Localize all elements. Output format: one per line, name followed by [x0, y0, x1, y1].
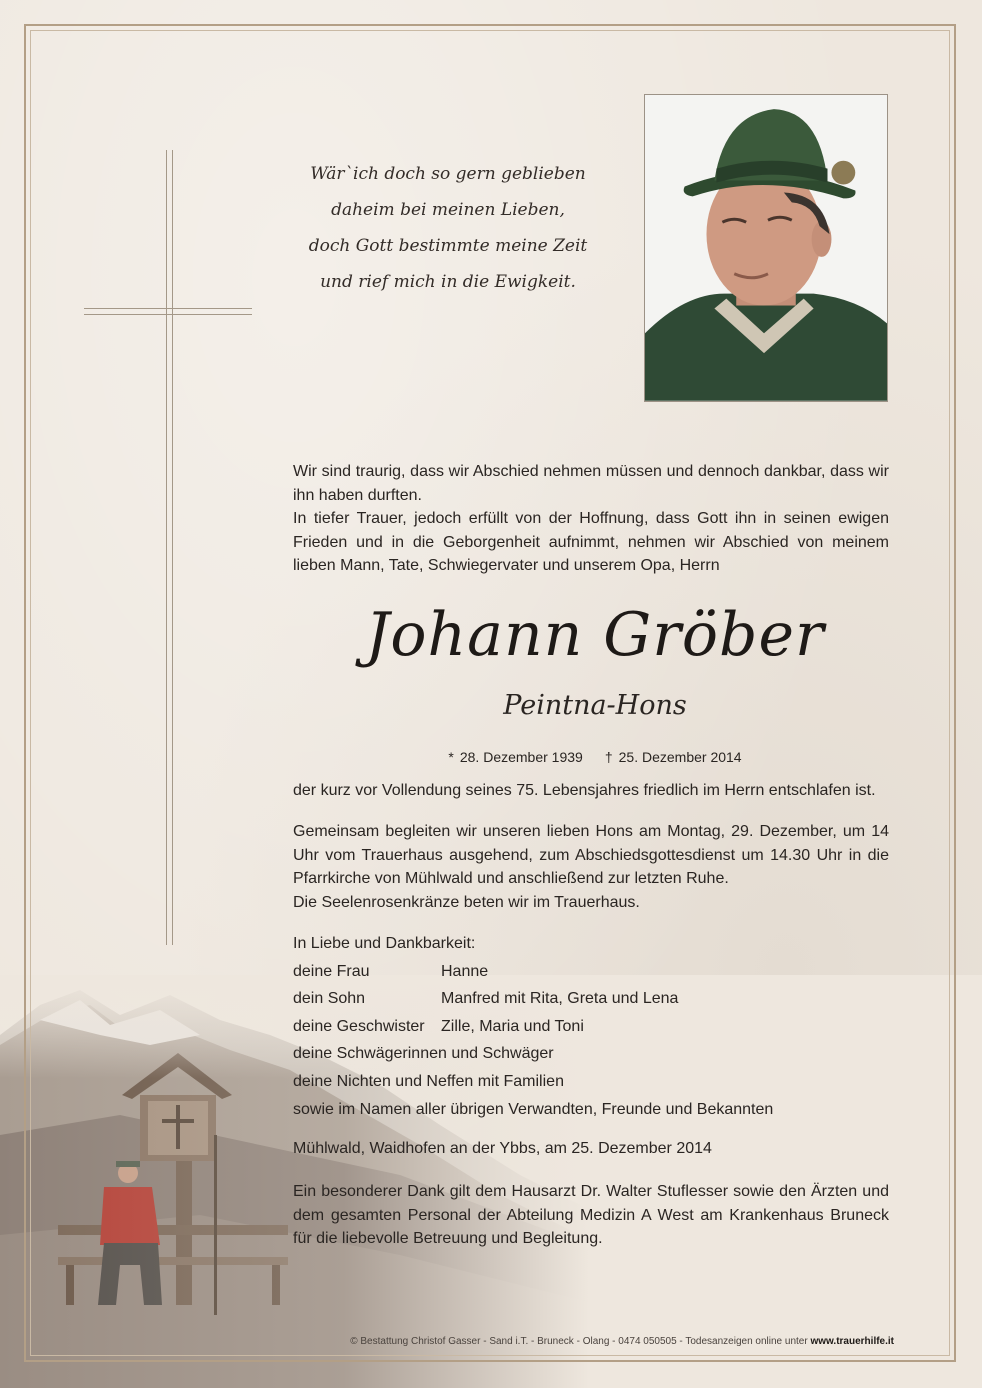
intro-paragraph: Wir sind traurig, dass wir Abschied nehmen müssen und dennoch dankbar, dass wir ihn haben durften.	[293, 463, 889, 504]
deceased-nickname: Peintna-Hons	[503, 690, 687, 721]
funeral-details	[293, 820, 889, 914]
family-row	[293, 1013, 889, 1041]
deceased-name: Johann Gröber	[365, 600, 825, 670]
footer-credit	[290, 1336, 894, 1347]
intro-text	[293, 460, 889, 578]
family-names: Hanne	[441, 962, 489, 980]
death-cross-icon: †	[604, 749, 613, 765]
family-heading: In Liebe und Dankbarkeit:	[293, 935, 476, 952]
poem-line: doch Gott bestimmte meine Zeit	[308, 236, 588, 256]
death-date: 25. Dezember 2014	[618, 749, 742, 765]
birth-date: 28. Dezember 1939	[459, 749, 583, 765]
family-line: sowie im Namen aller übrigen Verwandten, Freunde und Bekannten	[293, 1100, 774, 1118]
family-line: deine Nichten und Neffen mit Familien	[293, 1072, 564, 1090]
family-relation: deine Frau	[293, 962, 370, 980]
funeral-paragraph: Gemeinsam begleiten wir unseren lieben Hons am Montag, 29. Dezember, um 14 Uhr vom Trauerhaus ausgehend, zum Abschiedsgottesdienst um 14.30 Uhr in die Pfarrkirche von Mühlwald und anschließend zur letzten Ruhe.	[293, 823, 889, 887]
family-names: Zille, Maria und Toni	[441, 1017, 584, 1035]
place-date	[293, 1137, 889, 1161]
after-name-text	[293, 779, 889, 803]
family-relation: dein Sohn	[293, 990, 366, 1008]
poem-line: Wär`ich doch so gern geblieben	[310, 164, 586, 184]
family-row	[293, 958, 889, 986]
family-row	[293, 985, 889, 1013]
family-list	[293, 930, 889, 1123]
intro-paragraph: In tiefer Trauer, jedoch erfüllt von der Hoffnung, dass Gott ihn in seinen ewigen Frieden und in die Geborgenheit aufnimmt, nehmen wir Abschied von meinem lieben Mann, Tate, Schwiegervater und unserem Opa, Herrn	[293, 510, 889, 574]
poem-line: und rief mich in die Ewigkeit.	[320, 272, 576, 292]
family-names: Manfred mit Rita, Greta und Lena	[441, 990, 679, 1008]
family-relation: deine Geschwister	[293, 1017, 425, 1035]
thanks-text	[293, 1180, 889, 1251]
thanks-paragraph: Ein besonderer Dank gilt dem Hausarzt Dr. Walter Stuflesser sowie den Ärzten und dem gesamten Personal der Abteilung Medizin A West am Krankenhaus Bruneck für die liebevolle Betreuung und Begleitung.	[293, 1183, 889, 1247]
footer-url: www.trauerhilfe.it	[810, 1336, 894, 1347]
portrait-image	[645, 95, 887, 401]
place-date-line: Mühlwald, Waidhofen an der Ybbs, am 25. Dezember 2014	[293, 1140, 712, 1157]
after-name-line: der kurz vor Vollendung seines 75. Lebensjahres friedlich im Herrn entschlafen ist.	[293, 782, 876, 799]
poem	[298, 156, 598, 300]
life-dates	[300, 749, 890, 765]
portrait-photo	[644, 94, 888, 402]
poem-line: daheim bei meinen Lieben,	[331, 200, 565, 220]
family-line: deine Schwägerinnen und Schwäger	[293, 1045, 554, 1063]
birth-star-icon: *	[448, 749, 454, 765]
footer-text: © Bestattung Christof Gasser - Sand i.T. - Bruneck - Olang - 0474 050505 - Todesanzeigen online unter	[350, 1336, 808, 1347]
funeral-paragraph: Die Seelenrosenkränze beten wir im Trauerhaus.	[293, 893, 640, 911]
